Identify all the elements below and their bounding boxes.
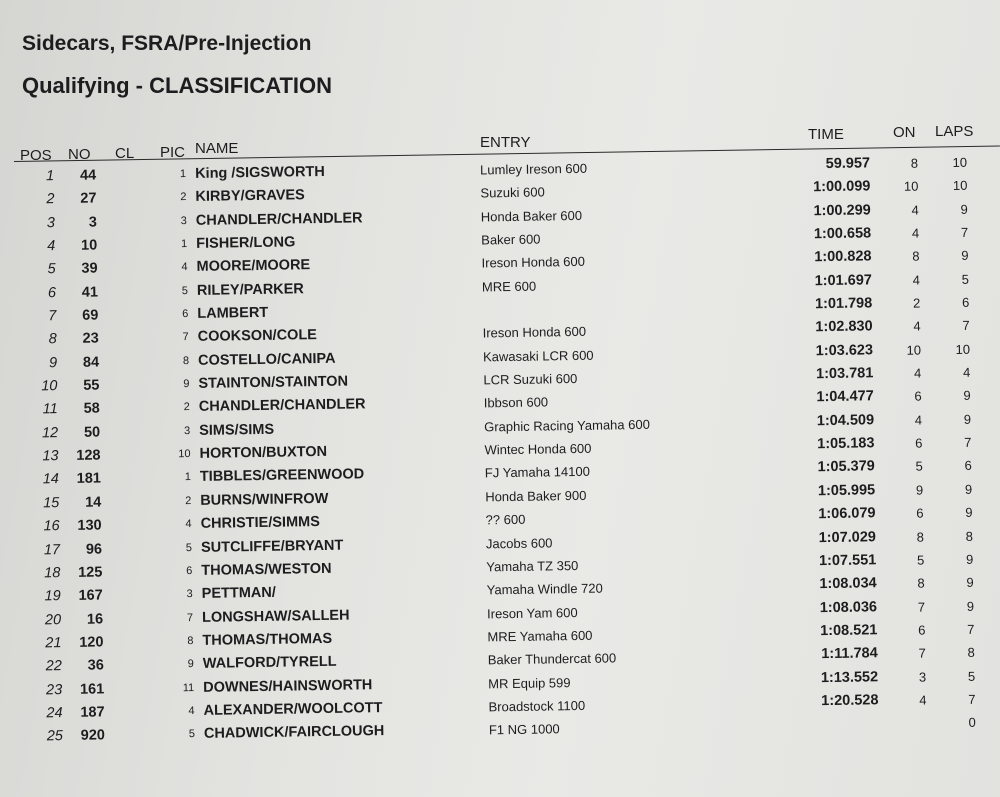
entry-cell: Ibbson 600 bbox=[483, 394, 549, 411]
laps-cell: 9 bbox=[966, 598, 975, 614]
name-cell: TIBBLES/GREENWOOD bbox=[199, 466, 365, 486]
class-position-cell: 4 bbox=[188, 704, 195, 718]
class-position-cell: 8 bbox=[182, 354, 190, 367]
entry-cell: Ireson Honda 600 bbox=[481, 254, 586, 271]
laps-cell: 6 bbox=[964, 458, 972, 474]
best-on-lap-cell: 6 bbox=[916, 505, 924, 521]
laps-cell: 9 bbox=[964, 481, 973, 497]
position-cell: 22 bbox=[45, 658, 62, 675]
time-cell: 1:08.036 bbox=[819, 598, 878, 616]
column-header-pic: PIC bbox=[160, 144, 186, 161]
entry-cell: Yamaha Windle 720 bbox=[486, 580, 603, 598]
class-position-cell: 4 bbox=[181, 261, 188, 274]
entry-cell: Yamaha TZ 350 bbox=[486, 557, 579, 575]
time-cell: 1:04.509 bbox=[816, 412, 875, 429]
name-cell: LAMBERT bbox=[197, 304, 269, 322]
time-cell: 1:13.552 bbox=[820, 668, 879, 686]
time-cell: 1:01.798 bbox=[814, 295, 873, 313]
laps-cell: 0 bbox=[968, 714, 976, 731]
column-header-name: NAME bbox=[195, 140, 239, 157]
position-cell: 14 bbox=[42, 471, 60, 488]
column-header-time: TIME bbox=[808, 126, 844, 143]
entry-cell: MRE 600 bbox=[481, 278, 537, 295]
number-cell: 920 bbox=[80, 727, 106, 745]
name-cell: COSTELLO/CANIPA bbox=[197, 350, 336, 369]
entry-cell: Baker Thundercat 600 bbox=[487, 650, 617, 668]
position-cell: 9 bbox=[48, 354, 58, 372]
number-cell: 161 bbox=[79, 680, 105, 698]
position-cell: 17 bbox=[43, 541, 61, 558]
position-cell: 4 bbox=[47, 238, 56, 255]
position-cell: 24 bbox=[46, 704, 63, 722]
time-cell: 1:05.379 bbox=[817, 458, 875, 476]
entry-cell: LCR Suzuki 600 bbox=[483, 371, 578, 388]
time-cell: 1:20.528 bbox=[821, 692, 879, 710]
number-cell: 187 bbox=[80, 704, 105, 721]
time-cell: 1:08.521 bbox=[820, 622, 878, 640]
class-position-cell: 8 bbox=[187, 634, 194, 647]
number-cell: 167 bbox=[78, 587, 103, 605]
laps-cell: 5 bbox=[967, 668, 976, 684]
class-position-cell: 7 bbox=[186, 611, 194, 624]
class-position-cell: 6 bbox=[182, 308, 189, 321]
time-cell: 1:00.658 bbox=[813, 225, 872, 243]
position-cell: 12 bbox=[41, 424, 59, 442]
time-cell: 1:07.029 bbox=[818, 528, 877, 546]
name-cell: STAINTON/STAINTON bbox=[198, 373, 349, 393]
laps-cell: 8 bbox=[967, 644, 975, 661]
column-header-entry: ENTRY bbox=[480, 134, 531, 151]
entry-cell: Honda Baker 900 bbox=[485, 487, 587, 505]
position-cell: 10 bbox=[41, 378, 58, 395]
name-cell: SUTCLIFFE/BRYANT bbox=[200, 537, 344, 556]
name-cell: WALFORD/TYRELL bbox=[202, 653, 337, 673]
name-cell: RILEY/PARKER bbox=[196, 280, 304, 299]
entry-cell: Lumley Ireson 600 bbox=[479, 160, 588, 178]
name-cell: THOMAS/WESTON bbox=[201, 560, 332, 579]
name-cell: HORTON/BUXTON bbox=[199, 444, 328, 463]
position-cell: 11 bbox=[42, 401, 58, 418]
number-cell: 16 bbox=[86, 610, 104, 628]
position-cell: 19 bbox=[44, 588, 61, 605]
best-on-lap-cell: 10 bbox=[903, 178, 919, 195]
number-cell: 130 bbox=[77, 517, 102, 534]
name-cell: KIRBY/GRAVES bbox=[195, 187, 305, 206]
laps-cell: 5 bbox=[961, 271, 969, 287]
name-cell: PETTMAN/ bbox=[201, 584, 276, 603]
class-position-cell: 2 bbox=[183, 401, 190, 414]
best-on-lap-cell: 4 bbox=[911, 202, 919, 218]
laps-cell: 10 bbox=[952, 154, 968, 171]
entry-cell: Honda Baker 600 bbox=[480, 207, 583, 225]
class-position-cell: 5 bbox=[188, 728, 196, 741]
number-cell: 14 bbox=[85, 494, 102, 511]
laps-cell: 9 bbox=[965, 551, 974, 567]
time-cell: 1:11.784 bbox=[821, 645, 878, 663]
best-on-lap-cell: 8 bbox=[917, 575, 925, 591]
class-position-cell: 11 bbox=[182, 681, 195, 694]
entry-cell: MR Equip 599 bbox=[488, 674, 571, 691]
class-position-cell: 4 bbox=[185, 518, 192, 531]
laps-cell: 4 bbox=[962, 364, 971, 380]
best-on-lap-cell: 4 bbox=[914, 412, 923, 428]
column-header-no: NO bbox=[68, 146, 91, 163]
time-cell: 59.957 bbox=[825, 155, 871, 173]
name-cell: DOWNES/HAINSWORTH bbox=[203, 676, 373, 696]
class-position-cell: 10 bbox=[178, 448, 191, 461]
entry-cell: F1 NG 1000 bbox=[488, 721, 560, 738]
laps-cell: 8 bbox=[965, 528, 974, 544]
number-cell: 27 bbox=[80, 190, 97, 208]
laps-cell: 9 bbox=[963, 388, 971, 404]
position-cell: 5 bbox=[47, 261, 56, 278]
entry-cell: Ireson Honda 600 bbox=[482, 324, 587, 341]
laps-cell: 7 bbox=[967, 621, 975, 637]
best-on-lap-cell: 9 bbox=[915, 482, 924, 498]
best-on-lap-cell: 5 bbox=[916, 552, 925, 568]
entry-cell: Suzuki 600 bbox=[480, 184, 545, 201]
name-cell: King /SIGSWORTH bbox=[195, 163, 325, 182]
class-position-cell: 3 bbox=[183, 424, 191, 437]
class-position-cell: 1 bbox=[184, 471, 191, 484]
time-cell: 1:05.995 bbox=[817, 482, 876, 500]
class-position-cell: 9 bbox=[183, 378, 190, 391]
time-cell: 1:06.079 bbox=[818, 505, 876, 523]
name-cell: CHRISTIE/SIMMS bbox=[200, 514, 320, 533]
best-on-lap-cell: 6 bbox=[918, 622, 926, 638]
best-on-lap-cell: 5 bbox=[915, 459, 923, 475]
best-on-lap-cell: 7 bbox=[918, 645, 926, 661]
name-cell: MOORE/MOORE bbox=[196, 257, 311, 276]
best-on-lap-cell: 10 bbox=[906, 342, 922, 358]
time-cell: 1:00.099 bbox=[813, 178, 871, 196]
position-cell: 1 bbox=[45, 168, 55, 185]
number-cell: 41 bbox=[81, 284, 99, 301]
name-cell: LONGSHAW/SALLEH bbox=[201, 607, 350, 626]
classification-table bbox=[0, 151, 1000, 750]
time-cell: 1:02.830 bbox=[815, 318, 873, 336]
number-cell: 39 bbox=[81, 260, 98, 278]
number-cell: 23 bbox=[82, 330, 99, 348]
column-header-pos: POS bbox=[20, 147, 52, 164]
position-cell: 3 bbox=[46, 214, 56, 231]
laps-cell: 9 bbox=[966, 574, 974, 591]
name-cell: CHADWICK/FAIRCLOUGH bbox=[203, 723, 385, 743]
name-cell: CHANDLER/CHANDLER bbox=[195, 209, 363, 229]
position-cell: 15 bbox=[43, 494, 60, 512]
class-position-cell: 1 bbox=[179, 168, 187, 181]
entry-cell: Broadstock 1100 bbox=[488, 697, 586, 715]
number-cell: 96 bbox=[85, 540, 103, 558]
name-cell: FISHER/LONG bbox=[196, 234, 296, 252]
column-header-on: ON bbox=[893, 124, 916, 141]
number-cell: 128 bbox=[76, 447, 101, 464]
position-cell: 25 bbox=[46, 728, 64, 745]
number-cell: 55 bbox=[83, 377, 100, 394]
event-title: Sidecars, FSRA/Pre-Injection bbox=[22, 32, 312, 55]
position-cell: 21 bbox=[45, 634, 62, 652]
time-cell: 1:05.183 bbox=[817, 435, 875, 453]
entry-cell: Graphic Racing Yamaha 600 bbox=[484, 416, 650, 435]
position-cell: 7 bbox=[48, 308, 57, 325]
laps-cell: 7 bbox=[968, 691, 976, 707]
best-on-lap-cell: 4 bbox=[912, 272, 921, 288]
position-cell: 2 bbox=[46, 191, 55, 208]
number-cell: 120 bbox=[79, 634, 104, 651]
entry-cell: Baker 600 bbox=[481, 231, 541, 248]
name-cell: THOMAS/THOMAS bbox=[202, 630, 333, 649]
laps-cell: 10 bbox=[952, 178, 968, 194]
column-header-laps: LAPS bbox=[935, 123, 974, 140]
time-cell: 1:03.623 bbox=[815, 342, 874, 359]
laps-cell: 9 bbox=[960, 201, 968, 217]
time-cell: 1:01.697 bbox=[814, 272, 873, 289]
best-on-lap-cell: 7 bbox=[917, 599, 926, 615]
entry-cell: Wintec Honda 600 bbox=[484, 440, 592, 458]
best-on-lap-cell: 8 bbox=[912, 248, 920, 265]
time-cell: 1:03.781 bbox=[815, 365, 874, 383]
best-on-lap-cell: 3 bbox=[918, 669, 927, 685]
entry-cell: Jacobs 600 bbox=[485, 534, 553, 551]
class-position-cell: 1 bbox=[181, 238, 188, 251]
best-on-lap-cell: 8 bbox=[916, 529, 925, 545]
number-cell: 69 bbox=[82, 307, 99, 324]
position-cell: 8 bbox=[48, 331, 57, 348]
class-position-cell: 7 bbox=[182, 331, 189, 344]
entry-cell: Kawasaki LCR 600 bbox=[482, 347, 594, 365]
time-cell bbox=[779, 716, 879, 718]
entry-cell: MRE Yamaha 600 bbox=[487, 627, 593, 645]
number-cell: 44 bbox=[79, 167, 97, 184]
laps-cell: 10 bbox=[955, 341, 971, 357]
laps-cell: 9 bbox=[965, 504, 973, 521]
name-cell: ALEXANDER/WOOLCOTT bbox=[203, 699, 383, 719]
best-on-lap-cell: 4 bbox=[913, 318, 921, 335]
best-on-lap-cell: 6 bbox=[914, 388, 922, 405]
class-position-cell: 3 bbox=[180, 214, 187, 227]
time-cell: 1:08.034 bbox=[819, 575, 877, 593]
position-cell: 6 bbox=[47, 284, 57, 301]
laps-cell: 9 bbox=[961, 248, 969, 264]
laps-cell: 9 bbox=[963, 411, 972, 427]
number-cell: 36 bbox=[87, 657, 104, 674]
best-on-lap-cell: 4 bbox=[911, 225, 920, 241]
number-cell: 58 bbox=[83, 400, 100, 418]
position-cell: 23 bbox=[45, 681, 63, 698]
class-position-cell: 5 bbox=[181, 284, 189, 297]
name-cell: BURNS/WINFROW bbox=[200, 490, 329, 509]
class-position-cell: 2 bbox=[185, 494, 192, 507]
position-cell: 13 bbox=[42, 448, 59, 465]
best-on-lap-cell: 8 bbox=[910, 155, 919, 171]
number-cell: 125 bbox=[78, 564, 103, 581]
class-position-cell: 9 bbox=[187, 658, 194, 671]
session-title: Qualifying - CLASSIFICATION bbox=[22, 73, 333, 98]
position-cell: 20 bbox=[44, 611, 62, 628]
number-cell: 50 bbox=[83, 424, 101, 441]
class-position-cell: 3 bbox=[186, 588, 193, 601]
name-cell: SIMS/SIMS bbox=[199, 421, 275, 439]
best-on-lap-cell: 4 bbox=[919, 692, 927, 708]
time-cell: 1:04.477 bbox=[816, 388, 874, 406]
entry-cell: FJ Yamaha 14100 bbox=[484, 464, 591, 481]
best-on-lap-cell: 6 bbox=[915, 435, 923, 451]
time-cell: 1:00.299 bbox=[813, 202, 871, 219]
class-position-cell: 6 bbox=[186, 564, 193, 577]
number-cell: 3 bbox=[88, 214, 98, 231]
number-cell: 10 bbox=[80, 237, 98, 254]
time-cell: 1:00.828 bbox=[814, 248, 872, 266]
laps-cell: 6 bbox=[961, 294, 970, 310]
number-cell: 84 bbox=[82, 354, 100, 371]
position-cell: 16 bbox=[43, 518, 60, 535]
time-cell: 1:07.551 bbox=[818, 552, 877, 570]
number-cell: 181 bbox=[76, 470, 102, 488]
column-header-cl: CL bbox=[115, 145, 135, 162]
class-position-cell: 2 bbox=[180, 191, 187, 204]
class-position-cell: 5 bbox=[185, 541, 193, 554]
laps-cell: 7 bbox=[960, 224, 969, 240]
best-on-lap-cell: 2 bbox=[912, 295, 921, 311]
laps-cell: 7 bbox=[962, 318, 970, 334]
laps-cell: 7 bbox=[964, 434, 972, 451]
best-on-lap-cell: 4 bbox=[914, 365, 922, 381]
entry-cell: Ireson Yam 600 bbox=[486, 604, 578, 621]
name-cell: CHANDLER/CHANDLER bbox=[198, 396, 366, 416]
position-cell: 18 bbox=[44, 564, 61, 582]
entry-cell: ?? 600 bbox=[485, 511, 526, 528]
name-cell: COOKSON/COLE bbox=[197, 327, 318, 346]
